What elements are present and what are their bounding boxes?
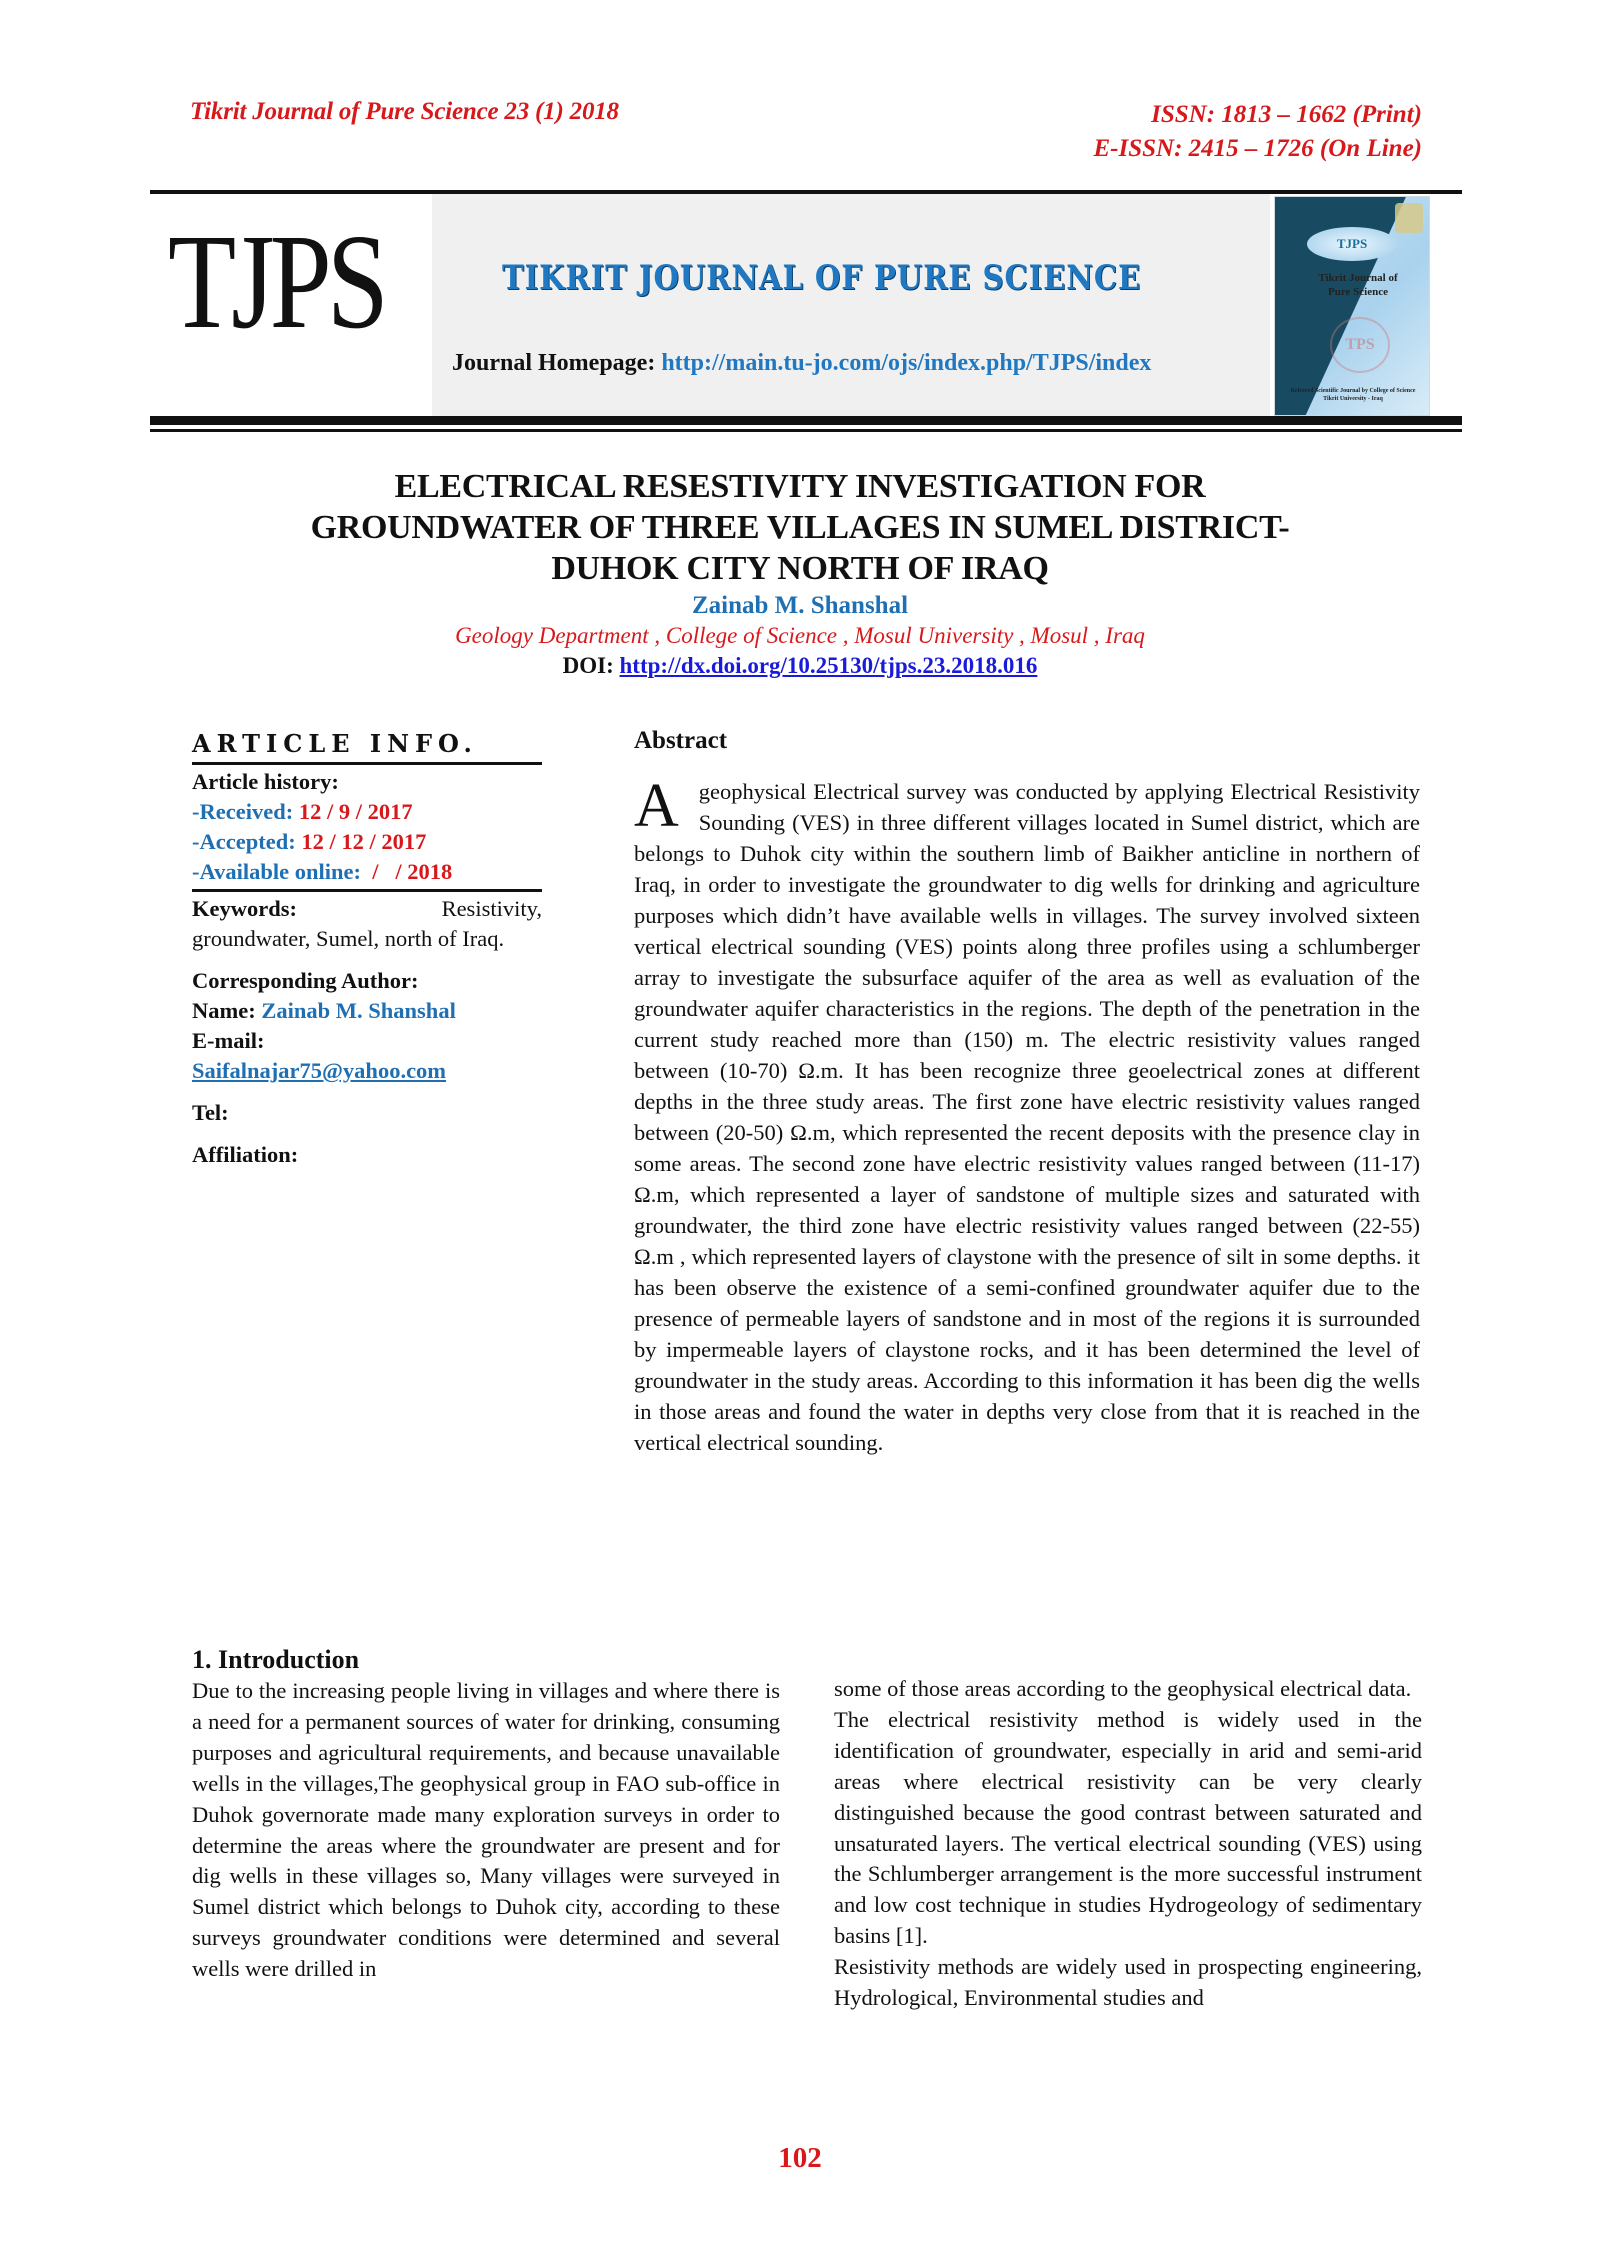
doi-link[interactable]: http://dx.doi.org/10.25130/tjps.23.2018.016 — [619, 653, 1038, 678]
affiliation-label: Affiliation: — [192, 1142, 299, 1167]
received-label: -Received: — [192, 799, 299, 824]
abstract-body — [634, 772, 1420, 1458]
cover-title-line2: Pure Science — [1328, 286, 1388, 298]
article-history-rule — [192, 889, 542, 892]
page-number: 102 — [778, 2142, 822, 2174]
journal-homepage — [452, 350, 1151, 377]
paper-title-line3: DUHOK CITY NORTH OF IRAQ — [551, 550, 1049, 587]
author-name-row — [192, 996, 542, 1026]
cover-title-line1: Tikrit Journal of — [1318, 272, 1398, 284]
university-emblem-icon — [1395, 203, 1423, 233]
keywords-label: Keywords: — [192, 896, 297, 921]
introduction-paragraph-3: The electrical resistivity method is widely used in the identification of groundwater, especially in arid and semi-arid areas where electrical resistivity can be very clearly distinguished because the good contrast between saturated and unsaturated layers. The vertical electrical sounding (VES) using the Schlumberger arrangement is the more successful instrument and low cost technique in studies Hydrogeology of sedimentary basins [1]. — [834, 1706, 1422, 1949]
homepage-label: Journal Homepage: — [452, 350, 662, 376]
journal-citation: Tikrit Journal of Pure Science 23 (1) 2018 — [190, 98, 619, 125]
received-date: 12 / 9 / 2017 — [298, 799, 413, 824]
keywords-list: groundwater, Sumel, north of Iraq. — [192, 926, 505, 951]
paper-title — [170, 466, 1430, 589]
masthead-banner — [432, 194, 1270, 416]
introduction-paragraph-2: some of those areas according to the geophysical electrical data. — [834, 1676, 1412, 1701]
cover-watermark-icon: TPS — [1330, 317, 1390, 373]
cover-footer-line2: Tikrit University - Iraq — [1323, 396, 1383, 402]
journal-name: TIKRIT JOURNAL OF PURE SCIENCE — [502, 258, 1142, 298]
title-block — [170, 466, 1430, 681]
author-email-link[interactable]: Saifalnajar75@yahoo.com — [192, 1058, 447, 1083]
introduction-paragraph-1: Due to the increasing people living in villages and where there is a need for a permanent sources of water for drinking, consuming purposes and agricultural requirements, and because unavailable wells in the villages,The geophysical group in FAO sub-office in Duhok governorate made many exploration surveys in order to determine the areas where the groundwater are present and for dig wells in these villages so, Many villages were surveyed in Sumel district which belongs to Duhok city, according to these surveys groundwater conditions were determined and several wells were drilled in — [192, 1678, 780, 1982]
introduction-paragraph-4: Resistivity methods are widely used in prospecting engineering, Hydrological, Environmental studies and — [834, 1954, 1422, 2011]
article-info-rule — [192, 762, 542, 765]
accepted-row — [192, 827, 542, 857]
paper-title-line2: GROUNDWATER OF THREE VILLAGES IN SUMEL DISTRICT- — [310, 509, 1290, 546]
author-name: Zainab M. Shanshal — [261, 998, 456, 1023]
journal-cover-image — [1274, 196, 1430, 416]
tel-label: Tel: — [192, 1100, 229, 1125]
keyword-first: Resistivity, — [441, 896, 542, 921]
keywords-row — [192, 894, 542, 924]
paper-doi — [170, 651, 1430, 681]
masthead — [150, 190, 1462, 436]
issn-print: ISSN: 1813 – 1662 (Print) — [1151, 101, 1422, 128]
paper-author: Zainab M. Shanshal — [691, 592, 909, 619]
accepted-label: -Accepted: — [192, 829, 302, 854]
corresponding-author-label: Corresponding Author: — [192, 968, 419, 993]
cover-footer-line1: Refereed Scientific Journal by College of Science — [1290, 388, 1416, 394]
abstract — [634, 724, 1420, 1458]
tjps-logo: TJPS — [168, 207, 384, 357]
article-history-label: Article history: — [192, 769, 339, 794]
email-label: E-mail: — [192, 1028, 265, 1053]
paper-title-line1: ELECTRICAL RESESTIVITY INVESTIGATION FOR — [394, 468, 1206, 505]
abstract-heading: Abstract — [634, 727, 728, 754]
cover-title — [1293, 271, 1423, 299]
available-online-row — [192, 857, 542, 887]
homepage-link[interactable]: http://main.tu-jo.com/ojs/index.php/TJPS/index — [661, 350, 1152, 376]
article-info — [192, 728, 542, 1170]
masthead-bottom-rule — [150, 416, 1462, 425]
cover-footer — [1279, 387, 1427, 403]
cover-badge: TJPS — [1307, 227, 1397, 261]
name-label: Name: — [192, 998, 262, 1023]
received-row — [192, 797, 542, 827]
paper-affiliation: Geology Department , College of Science , Mosul University , Mosul , Iraq — [455, 623, 1145, 648]
abstract-dropcap: A — [634, 772, 679, 840]
issn-block — [1094, 98, 1423, 166]
introduction-heading: 1. Introduction — [192, 1645, 360, 1674]
available-online-date: / / 2018 — [366, 859, 453, 884]
issn-online: E-ISSN: 2415 – 1726 (On Line) — [1093, 135, 1422, 162]
available-online-label: -Available online: — [192, 859, 367, 884]
article-info-heading: ARTICLE INFO. — [192, 729, 478, 758]
introduction-right-column — [834, 1674, 1422, 2014]
introduction-left-column — [192, 1644, 780, 1985]
doi-label: DOI: — [562, 653, 620, 678]
masthead-bottom-rule-thin — [150, 429, 1462, 432]
accepted-date: 12 / 12 / 2017 — [301, 829, 427, 854]
abstract-text: geophysical Electrical survey was conducted by applying Electrical Resistivity Sounding (VES) in three different villages located in Sumel district, which are belongs to Duhok city within the southern limb of Baikher anticline in northern of Iraq, in order to investigate the groundwater to dig wells for drinking and agriculture purposes which didn’t have available wells in villages. The survey involved sixteen vertical electrical sounding (VES) points along three profiles using a schlumberger array to investigate the subsurface aquifer of the area as well as evaluation of the groundwater aquifer characteristics in the regions. The depth of the penetration in the current study reached more than (150) m. The electric resistivity values ranged between (10-70) Ω.m. It has been recognize three geoelectrical zones at different depths in the three study areas. The first zone have electric resistivity values ranged between (20-50) Ω.m, which represented the recent deposits with the presence clay in some areas. The second zone have electric resistivity values ranged between (11-17) Ω.m, which represented a layer of sandstone of multiple sizes and saturated with groundwater, the third zone have electric resistivity values ranged between (22-55) Ω.m , which represented layers of claystone with the presence of silt in some depths. it has been observe the existence of a semi-confined groundwater aquifer due to the presence of permeable layers of sandstone and in most of the regions it is surrounded by impermeable layers of claystone rocks, and it has been determined the level of groundwater in the study areas. According to this information it has been dig the wells in those areas and found the water in depths very close from that it is reached in the vertical electrical sounding. — [634, 779, 1420, 1455]
